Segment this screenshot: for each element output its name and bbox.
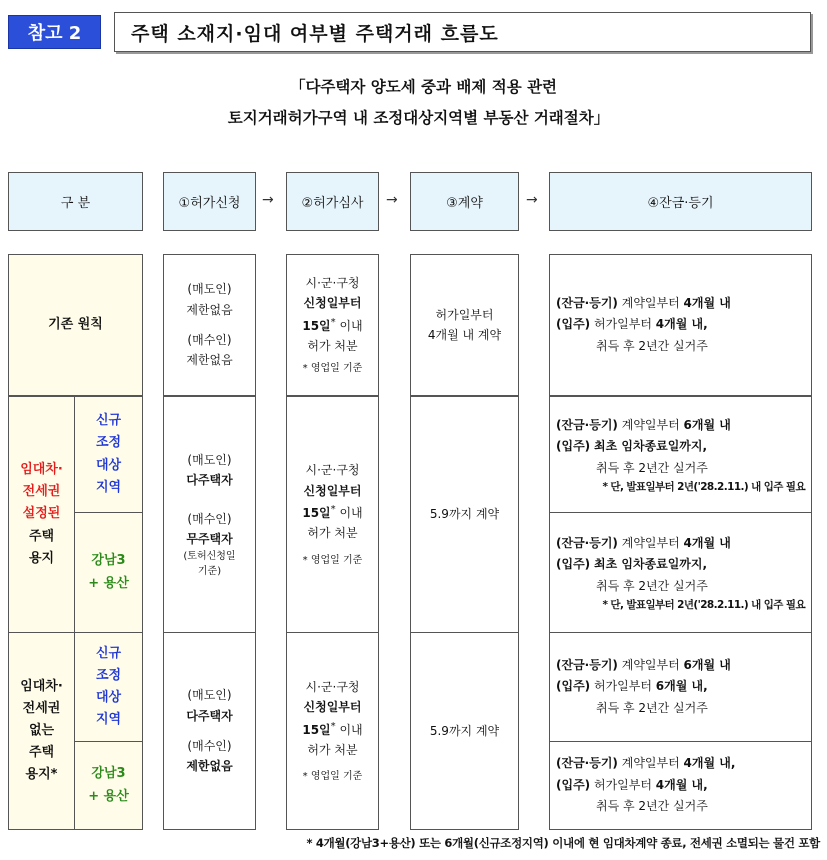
row-leased-final-new: (잔금·등기) 계약일부터 6개월 내 (입주) 최초 임차종료일까지, 취득 후 2년간 실거주 * 단, 발표일부터 2년('28.2.11.) 내 입주 필요	[549, 396, 812, 513]
header-category: 구 분	[8, 172, 143, 231]
row-existing-label: 기존 원칙	[8, 254, 143, 396]
row-leased-final-gangnam: (잔금·등기) 계약일부터 4개월 내 (입주) 최초 임차종료일까지, 취득 후 2년간 실거주 * 단, 발표일부터 2년('28.2.11.) 내 입주 필요	[549, 512, 812, 633]
arrow-3: →	[526, 192, 538, 208]
header-step4: ④잔금·등기	[549, 172, 812, 231]
row-leased-label: 임대차· 전세권 설정된 주택 용지	[8, 396, 75, 633]
row-unleased-new-region: 신규 조정 대상 지역	[74, 632, 143, 742]
row-leased-contract: 5.9까지 계약	[410, 396, 519, 633]
row-leased-review: 시·군·구청 신청일부터 15일* 이내 허가 처분 * 영업일 기준	[286, 396, 379, 633]
row-unleased-contract: 5.9까지 계약	[410, 632, 519, 830]
row-unleased-final-new: (잔금·등기) 계약일부터 6개월 내 (입주) 허가일부터 6개월 내, 취득 후 2년간 실거주	[549, 632, 812, 742]
subtitle-line-1: 「다주택자 양도세 중과 배제 적용 관련	[289, 78, 558, 96]
header-step1: ①허가신청	[163, 172, 256, 231]
row-unleased-label: 임대차· 전세권 없는 주택 용지*	[8, 632, 75, 830]
row-existing-apply: (매도인) 제한없음 (매수인) 제한없음	[163, 254, 256, 396]
subtitle	[0, 72, 827, 134]
subtitle-line-2: 토지거래허가구역 내 조정대상지역별 부동산 거래절차」	[227, 109, 610, 127]
row-leased-gangnam: 강남3 + 용산	[74, 512, 143, 633]
row-existing-final: (잔금·등기) 계약일부터 4개월 내 (입주) 허가일부터 4개월 내, 취득 후 2년간 실거주	[549, 254, 812, 396]
row-existing-review: 시·군·구청 신청일부터 15일* 이내 허가 처분 * 영업일 기준	[286, 254, 379, 396]
reference-badge	[8, 15, 101, 49]
header-step2: ②허가심사	[286, 172, 379, 231]
row-leased-apply: (매도인) 다주택자 (매수인) 무주택자 (토허신청일 기준)	[163, 396, 256, 633]
row-unleased-review: 시·군·구청 신청일부터 15일* 이내 허가 처분 * 영업일 기준	[286, 632, 379, 830]
page-title: 주택 소재지·임대 여부별 주택거래 흐름도	[114, 12, 811, 52]
footnote: * 4개월(강남3+용산) 또는 6개월(신규조정지역) 이내에 현 임대차계약 종료, 전세권 소멸되는 물건 포함	[306, 836, 820, 850]
arrow-1: →	[262, 192, 274, 208]
badge-text: 참고 2	[27, 23, 82, 44]
header-step3: ③계약	[410, 172, 519, 231]
row-unleased-gangnam: 강남3 + 용산	[74, 741, 143, 830]
row-leased-new-region: 신규 조정 대상 지역	[74, 396, 143, 513]
row-unleased-apply: (매도인) 다주택자 (매수인) 제한없음	[163, 632, 256, 830]
row-unleased-final-gangnam: (잔금·등기) 계약일부터 4개월 내, (입주) 허가일부터 4개월 내, 취득 후 2년간 실거주	[549, 741, 812, 830]
row-existing-contract: 허가일부터 4개월 내 계약	[410, 254, 519, 396]
arrow-2: →	[386, 192, 398, 208]
